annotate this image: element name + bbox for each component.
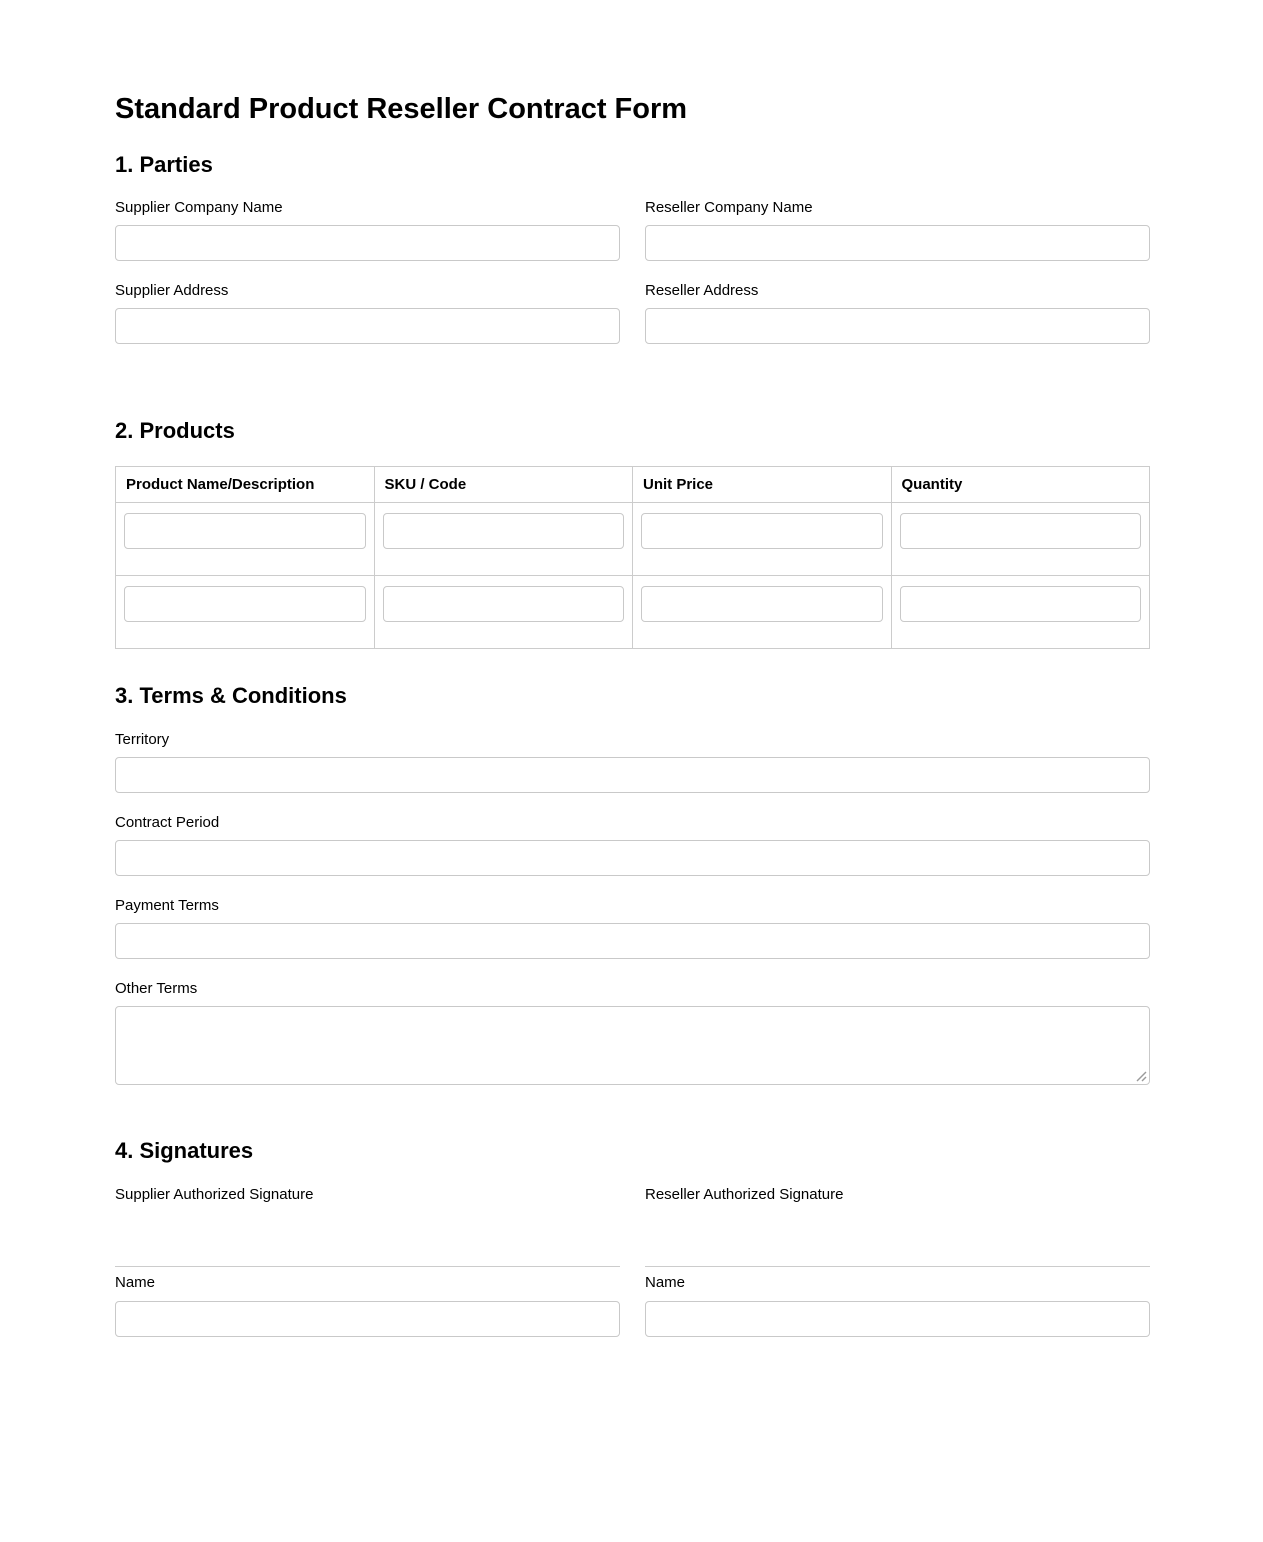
supplier-signature-block — [115, 1186, 620, 1337]
reseller-signature-label: Reseller Authorized Signature — [645, 1186, 844, 1204]
reseller-signature-block — [645, 1186, 1150, 1337]
reseller-name-label: Name — [645, 1274, 686, 1292]
column-header-unit-price: Unit Price — [633, 467, 892, 503]
product-row-2-name-input[interactable] — [124, 586, 366, 622]
supplier-name-input[interactable] — [115, 1301, 620, 1337]
territory-input[interactable] — [115, 757, 1150, 793]
field-contract-period — [115, 814, 1150, 876]
section-signatures-heading: 4. Signatures — [115, 1138, 254, 1164]
reseller-address-input[interactable] — [645, 308, 1150, 344]
reseller-name-input[interactable] — [645, 1301, 1150, 1337]
section-products-heading: 2. Products — [115, 418, 235, 444]
product-row-2-quantity-cell — [891, 576, 1150, 649]
contract-period-label: Contract Period — [115, 814, 220, 832]
field-payment-terms — [115, 897, 1150, 959]
field-territory — [115, 731, 1150, 793]
field-supplier-company-name — [115, 199, 620, 261]
product-row-2-unit-price-input[interactable] — [641, 586, 883, 622]
parties-grid — [115, 199, 1150, 365]
other-terms-label: Other Terms — [115, 980, 198, 998]
product-row-1-name-input[interactable] — [124, 513, 366, 549]
products-table-head — [116, 467, 1150, 503]
field-other-terms — [115, 980, 1150, 1085]
product-row-1-quantity-cell — [891, 503, 1150, 576]
product-row-2-name-cell — [116, 576, 375, 649]
supplier-company-name-label: Supplier Company Name — [115, 199, 283, 217]
column-header-sku-code: SKU / Code — [374, 467, 633, 503]
section-products — [115, 419, 1150, 649]
products-table-body — [116, 503, 1150, 649]
payment-terms-label: Payment Terms — [115, 897, 219, 915]
products-header-row — [116, 467, 1150, 503]
territory-label: Territory — [115, 731, 170, 749]
product-row-2-sku-input[interactable] — [383, 586, 625, 622]
supplier-company-name-input[interactable] — [115, 225, 620, 261]
product-row-1-name-cell — [116, 503, 375, 576]
field-reseller-company-name — [645, 199, 1150, 261]
products-table — [115, 466, 1150, 649]
page-title: Standard Product Reseller Contract Form — [115, 93, 688, 125]
product-row-1-unit-price-input[interactable] — [641, 513, 883, 549]
other-terms-textarea[interactable] — [115, 1006, 1150, 1085]
section-signatures — [115, 1139, 1150, 1337]
section-terms-heading: 3. Terms & Conditions — [115, 683, 347, 709]
section-parties-heading: 1. Parties — [115, 152, 213, 177]
supplier-address-label: Supplier Address — [115, 282, 229, 300]
section-parties — [115, 153, 1150, 365]
product-row-2 — [116, 576, 1150, 649]
reseller-signature-line[interactable] — [645, 1212, 1150, 1267]
section-terms — [115, 684, 1150, 1085]
product-row-1-sku-input[interactable] — [383, 513, 625, 549]
product-row-2-sku-cell — [374, 576, 633, 649]
reseller-address-label: Reseller Address — [645, 282, 759, 300]
other-terms-textarea-wrap — [115, 1006, 1150, 1085]
product-row-2-unit-price-cell — [633, 576, 892, 649]
column-header-product-name: Product Name/Description — [116, 467, 375, 503]
field-supplier-address — [115, 282, 620, 344]
signatures-grid — [115, 1186, 1150, 1337]
product-row-1-sku-cell — [374, 503, 633, 576]
product-row-1 — [116, 503, 1150, 576]
reseller-company-name-label: Reseller Company Name — [645, 199, 813, 217]
column-header-quantity: Quantity — [891, 467, 1150, 503]
product-row-1-quantity-input[interactable] — [900, 513, 1142, 549]
supplier-signature-label: Supplier Authorized Signature — [115, 1186, 314, 1204]
supplier-name-label: Name — [115, 1274, 156, 1292]
supplier-signature-line[interactable] — [115, 1212, 620, 1267]
contract-period-input[interactable] — [115, 840, 1150, 876]
payment-terms-input[interactable] — [115, 923, 1150, 959]
supplier-address-input[interactable] — [115, 308, 620, 344]
product-row-1-unit-price-cell — [633, 503, 892, 576]
field-reseller-address — [645, 282, 1150, 344]
reseller-company-name-input[interactable] — [645, 225, 1150, 261]
product-row-2-quantity-input[interactable] — [900, 586, 1142, 622]
